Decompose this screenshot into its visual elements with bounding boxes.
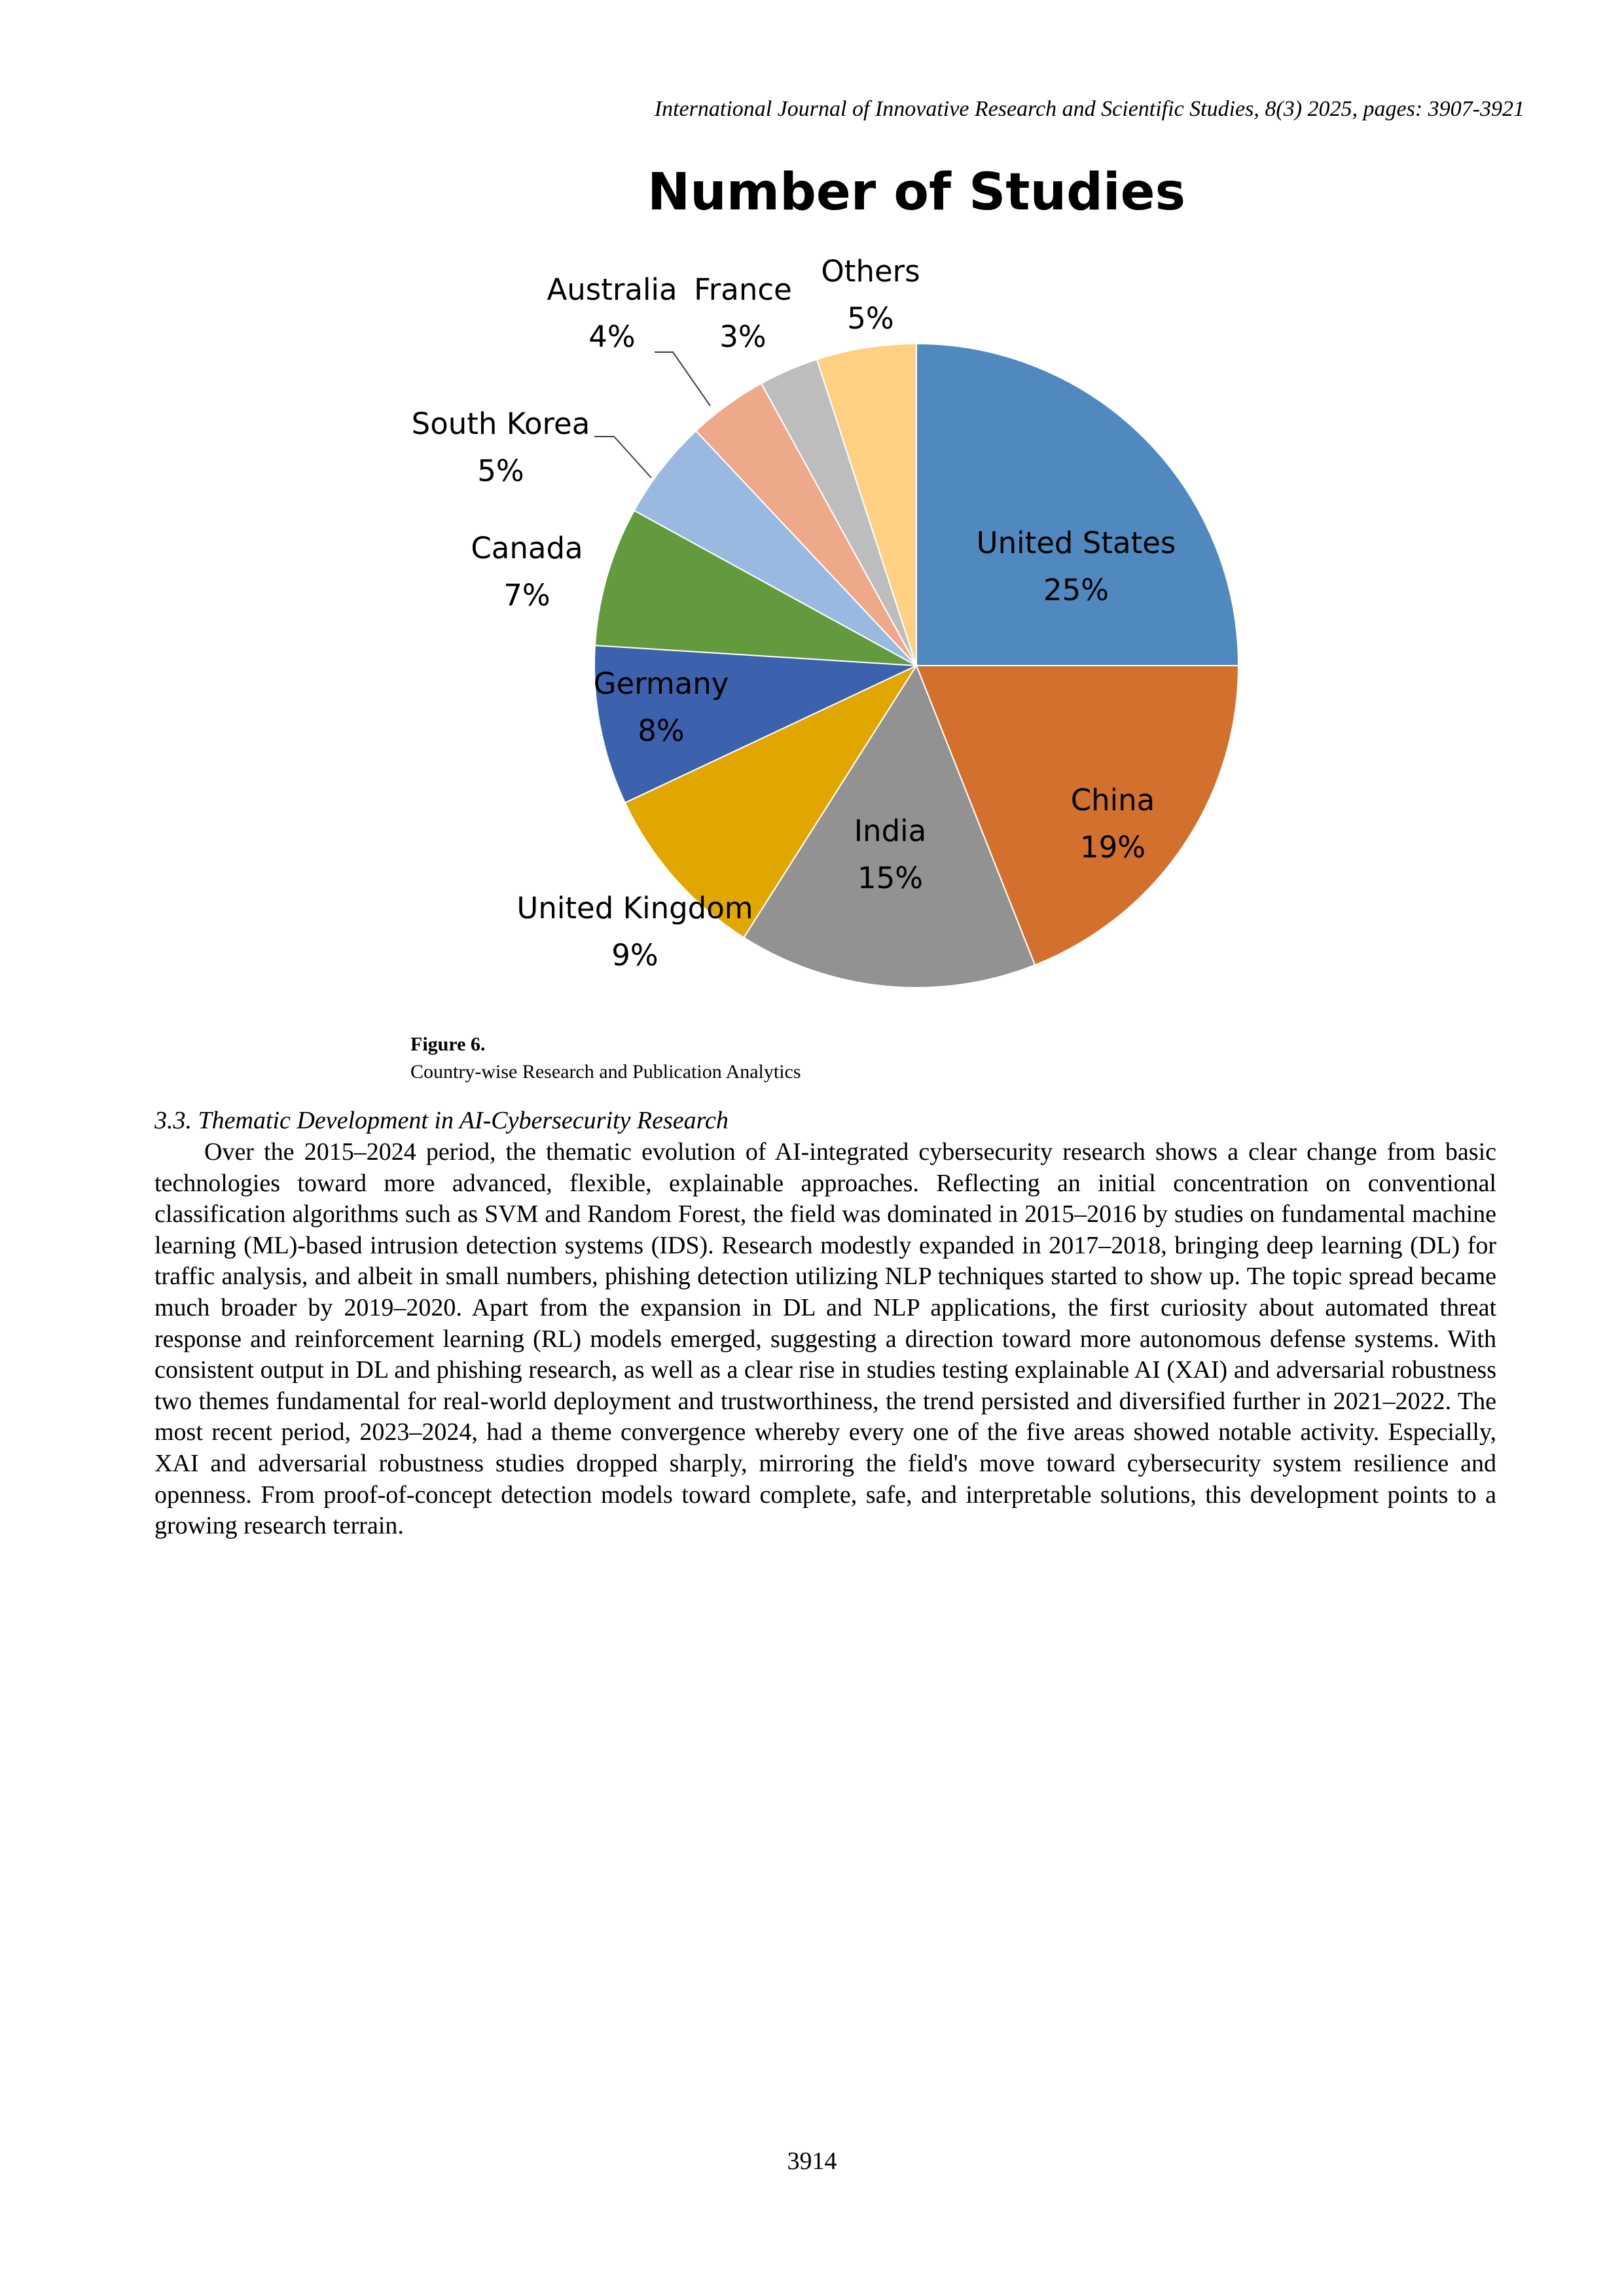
figure-label: Figure 6. (410, 1033, 486, 1055)
slice-percent-label: 25% (1043, 573, 1110, 607)
slice-name-label: United Kingdom (516, 891, 753, 925)
slice-percent-label: 5% (847, 301, 894, 336)
slice-percent-label: 5% (477, 454, 524, 488)
slice-percent-label: 8% (638, 713, 685, 748)
slice-percent-label: 19% (1079, 830, 1146, 865)
pie-chart (393, 167, 1309, 1018)
slice-name-label: Australia (547, 272, 677, 307)
leader-line (655, 352, 710, 406)
slice-name-label: India (854, 814, 927, 848)
pie-chart-svg (393, 167, 1309, 1018)
slice-name-label: South Korea (411, 406, 590, 441)
slice-name-label: Canada (471, 531, 583, 565)
slice-percent-label: 15% (857, 861, 924, 895)
slice-name-label: Others (821, 254, 920, 289)
page-number: 3914 (787, 2147, 837, 2175)
slice-percent-label: 7% (503, 578, 550, 613)
running-header: International Journal of Innovative Research and Scientific Studies, 8(3) 2025, pages: 3907-3921 (654, 97, 1525, 121)
slice-name-label: China (1070, 783, 1155, 817)
section-heading: 3.3. Thematic Development in AI-Cybersecurity Research (154, 1107, 729, 1134)
body-paragraph: Over the 2015–2024 period, the thematic evolution of AI-integrated cybersecurity research shows a clear change from basic technologies toward more advanced, flexible, explainable approaches. Reflecting an initial concentration on conventional classification algorithms such as SVM and Random Forest, the field was dominated in 2015–2016 by studies on fundamental machine learning (ML)-based intrusion detection systems (IDS). Research modestly expanded in 2017–2018, bringing deep learning (DL) for traffic analysis, and albeit in small numbers, phishing detection utilizing NLP techniques started to show up. The topic spread became much broader by 2019–2020. Apart from the expansion in DL and NLP applications, the first curiosity about automated threat response and reinforcement learning (RL) models emerged, suggesting a direction toward more autonomous defense systems. With consistent output in DL and phishing research, as well as a clear rise in studies testing explainable AI (XAI) and adversarial robustness two themes fundamental for real-world deployment and trustworthiness, the trend persisted and diversified further in 2021–2022. The most recent period, 2023–2024, had a theme convergence whereby every one of the five areas showed notable activity. Especially, XAI and adversarial robustness studies dropped sharply, mirroring the field's move toward cybersecurity system resilience and openness. From proof-of-concept detection models toward complete, safe, and interpretable solutions, this development points to a growing research terrain. (154, 1138, 1496, 1540)
slice-name-label: United States (976, 526, 1176, 560)
slice-percent-label: 4% (588, 319, 636, 354)
slice-percent-label: 3% (719, 319, 767, 354)
slice-name-label: Germany (593, 666, 729, 701)
figure-caption-text: Country-wise Research and Publication Analytics (410, 1061, 801, 1083)
leader-line (594, 437, 651, 478)
slice-percent-label: 9% (611, 938, 659, 973)
figure-caption (410, 1031, 801, 1086)
slice-name-label: France (694, 272, 792, 307)
chart-title: Number of Studies (647, 167, 1186, 222)
pie-slice-united-states (916, 344, 1238, 666)
